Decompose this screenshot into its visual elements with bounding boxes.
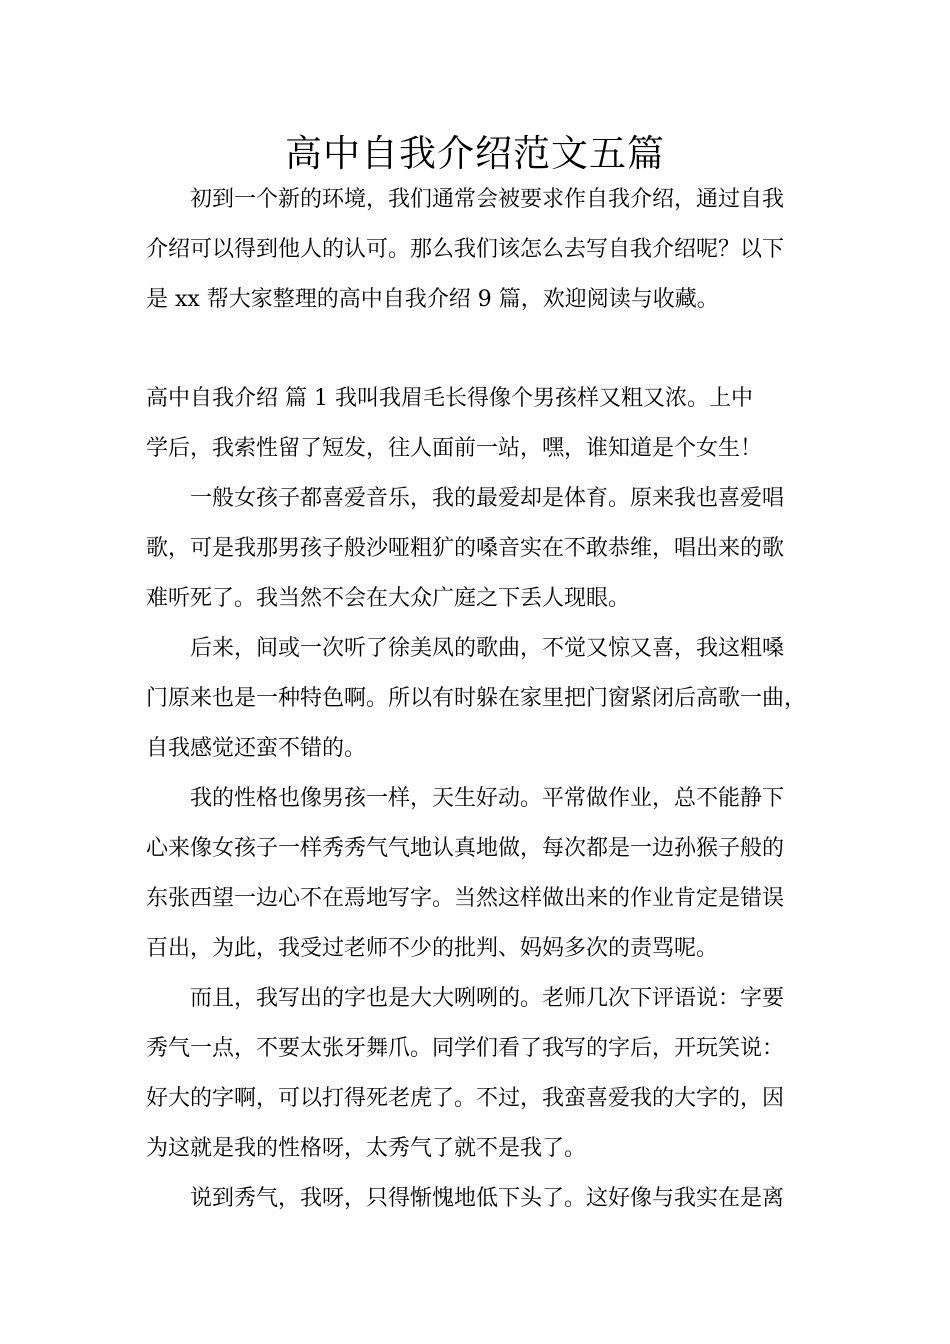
paragraph-line: 初到一个新的环境，我们通常会被要求作自我介绍，通过自我 xyxy=(190,187,785,212)
paragraph-line: 说到秀气，我呀，只得惭愧地低下头了。这好像与我实在是离 xyxy=(190,1186,785,1211)
paragraph-line: 我的性格也像男孩一样，天生好动。平常做作业，总不能静下 xyxy=(190,786,785,811)
paragraph-line: 介绍可以得到他人的认可。那么我们该怎么去写自我介绍呢？以下 xyxy=(146,237,785,262)
document-title: 高中自我介绍范文五篇 xyxy=(285,132,665,175)
paragraph-line: 秀气一点，不要太张牙舞爪。同学们看了我写的字后，开玩笑说： xyxy=(146,1036,785,1061)
paragraph-line: 自我感觉还蛮不错的。 xyxy=(146,736,367,761)
paragraph-line: 好大的字啊，可以打得死老虎了。不过，我蛮喜爱我的大字的，因 xyxy=(146,1086,785,1111)
paragraph-line: 是 xx 帮大家整理的高中自我介绍 9 篇，欢迎阅读与收藏。 xyxy=(146,287,719,312)
paragraph-line: 东张西望一边心不在焉地写字。当然这样做出来的作业肯定是错误 xyxy=(146,886,785,911)
paragraph-line: 学后，我索性留了短发，往人面前一站，嘿，谁知道是个女生！ xyxy=(146,436,763,461)
paragraph-line: 难听死了。我当然不会在大众广庭之下丢人现眼。 xyxy=(146,586,631,611)
section-heading-line: 高中自我介绍 篇 1 我叫我眉毛长得像个男孩样又粗又浓。上中 xyxy=(146,386,753,411)
paragraph-line: 歌，可是我那男孩子般沙哑粗犷的嗓音实在不敢恭维，唱出来的歌 xyxy=(146,536,785,561)
paragraph-line: 门原来也是一种特色啊。所以有时躲在家里把门窗紧闭后高歌一曲， xyxy=(146,686,807,711)
paragraph-line: 而且，我写出的字也是大大咧咧的。老师几次下评语说：字要 xyxy=(190,986,785,1011)
paragraph-line: 后来，间或一次听了徐美凤的歌曲，不觉又惊又喜，我这粗嗓 xyxy=(190,636,785,661)
paragraph-line: 心来像女孩子一样秀秀气气地认真地做，每次都是一边孙猴子般的 xyxy=(146,836,785,861)
paragraph-line: 为这就是我的性格呀，太秀气了就不是我了。 xyxy=(146,1136,587,1161)
paragraph-line: 百出，为此，我受过老师不少的批判、妈妈多次的责骂呢。 xyxy=(146,936,719,961)
paragraph-line: 一般女孩子都喜爱音乐，我的最爱却是体育。原来我也喜爱唱 xyxy=(190,486,785,511)
